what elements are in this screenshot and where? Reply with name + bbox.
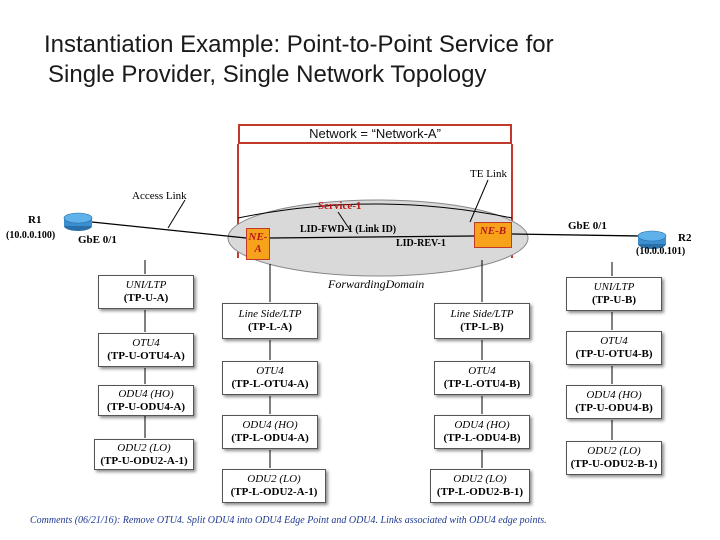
box-id: (TP-L-OTU4-A) <box>231 378 309 390</box>
tp-l-otu4-a-box <box>222 361 318 395</box>
router-r1 <box>64 213 92 231</box>
box-id: (TP-U-ODU2-B-1) <box>570 458 658 470</box>
box-title: ODU2 (LO) <box>453 473 507 485</box>
box-title: ODU2 (LO) <box>247 473 301 485</box>
te-link-label: TE Link <box>470 168 507 180</box>
box-title: OTU4 <box>256 365 284 377</box>
box-id: (TP-U-ODU4-B) <box>575 402 653 414</box>
box-id: (TP-U-OTU4-B) <box>575 348 653 360</box>
tp-u-odu2-b-1-box <box>566 441 662 475</box>
r2-name: R2 <box>678 232 692 244</box>
box-id: (TP-U-A) <box>123 292 169 304</box>
tp-u-a-box <box>98 275 194 309</box>
box-id: (TP-U-B) <box>592 294 636 306</box>
box-title: OTU4 <box>468 365 496 377</box>
box-id: (TP-L-B) <box>460 321 504 333</box>
box-title: UNI/LTP <box>125 279 167 291</box>
tp-u-odu4-a-box <box>98 385 194 416</box>
tp-l-odu2-b-1-box <box>430 469 530 503</box>
tp-u-odu2-a-1-box <box>94 439 194 470</box>
tp-u-b-box <box>566 277 662 311</box>
box-title: ODU4 (HO) <box>118 388 174 400</box>
box-id: (TP-L-ODU4-B) <box>443 432 521 444</box>
box-id: (TP-L-OTU4-B) <box>443 378 521 390</box>
tp-u-otu4-b-box <box>566 331 662 365</box>
title-line-1: Instantiation Example: Point-to-Point Service for <box>44 31 554 58</box>
box-title: Line Side/LTP <box>238 308 302 320</box>
lid-fwd-label: LID-FWD-1 (Link ID) <box>300 224 397 235</box>
gbe-right-label: GbE 0/1 <box>568 220 607 232</box>
box-title: OTU4 <box>600 335 628 347</box>
lid-rev-label: LID-REV-1 <box>396 238 446 249</box>
forwarding-domain-label: ForwardingDomain <box>328 277 425 291</box>
box-title: ODU4 (HO) <box>586 389 642 401</box>
network-label-box: Network = “Network-A” <box>238 124 512 144</box>
gbe-left-label: GbE 0/1 <box>78 234 117 246</box>
box-title: UNI/LTP <box>593 281 635 293</box>
box-title: ODU2 (LO) <box>587 445 641 457</box>
access-link-pointer <box>168 200 185 228</box>
right-link-line <box>512 234 640 236</box>
box-id: (TP-L-ODU4-A) <box>231 432 309 444</box>
ne-a-node: NE-A <box>246 228 270 260</box>
tp-u-odu4-b-box <box>566 385 662 419</box>
r2-address: (10.0.0.101) <box>636 246 686 257</box>
service-label: Service-1 <box>318 200 362 212</box>
tp-l-a-box <box>222 303 318 339</box>
comments-note: Comments (06/21/16): Remove OTU4. Split ODU4 into ODU4 Edge Point and ODU4. Links associated with ODU4 edge points. <box>30 515 547 526</box>
tp-l-otu4-b-box <box>434 361 530 395</box>
box-id: (TP-U-ODU2-A-1) <box>100 455 188 467</box>
box-title: ODU4 (HO) <box>454 419 510 431</box>
box-id: (TP-L-ODU2-A-1) <box>230 486 318 498</box>
box-title: OTU4 <box>132 337 160 349</box>
access-link-label: Access Link <box>132 190 187 202</box>
box-title: ODU4 (HO) <box>242 419 298 431</box>
tp-l-b-box <box>434 303 530 339</box>
tp-u-otu4-a-box <box>98 333 194 367</box>
box-id: (TP-U-OTU4-A) <box>107 350 185 362</box>
box-id: (TP-L-A) <box>248 321 292 333</box>
box-title: Line Side/LTP <box>450 308 514 320</box>
tp-l-odu4-b-box <box>434 415 530 449</box>
box-id: (TP-U-ODU4-A) <box>106 401 186 413</box>
r1-name: R1 <box>28 214 42 226</box>
r1-address: (10.0.0.100) <box>6 230 56 241</box>
tp-l-odu2-a-1-box <box>222 469 326 503</box>
ne-b-node: NE-B <box>474 222 512 248</box>
tp-l-odu4-a-box <box>222 415 318 449</box>
box-title: ODU2 (LO) <box>117 442 171 454</box>
title-line-2: Single Provider, Single Network Topology <box>48 61 487 88</box>
box-id: (TP-L-ODU2-B-1) <box>436 486 524 498</box>
